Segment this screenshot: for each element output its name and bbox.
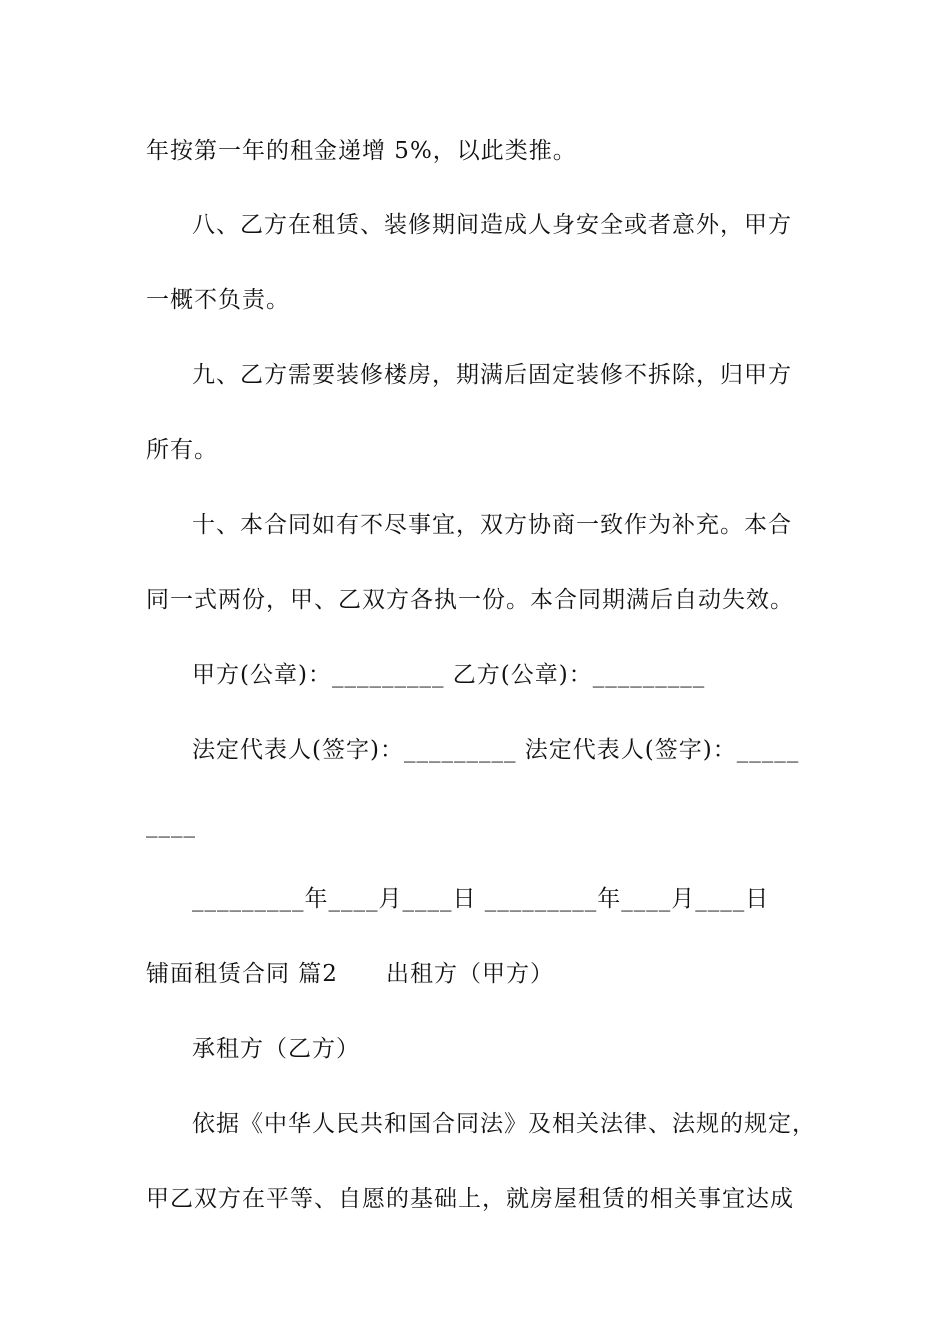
- clause-nine-line-1: 九、乙方需要装修楼房，期满后固定装修不拆除，归甲方: [192, 362, 792, 388]
- legal-basis-line-2: 甲乙双方在平等、自愿的基础上，就房屋租赁的相关事宜达成: [146, 1186, 794, 1212]
- clause-eight-line-2: 一概不负责。: [146, 287, 290, 313]
- legal-representative-signature-line: 法定代表人(签字)：_________ 法定代表人(签字)：_____: [192, 737, 800, 763]
- legal-basis-line-1: 依据《中华人民共和国合同法》及相关法律、法规的规定，: [192, 1111, 816, 1137]
- clause-ten-line-2: 同一式两份，甲、乙双方各执一份。本合同期满后自动失效。: [146, 587, 794, 613]
- date-line: _________年____月____日 _________年____月____日: [192, 886, 770, 912]
- signature-continuation-line: ____: [146, 812, 196, 838]
- paragraph-line-rent-increase: 年按第一年的租金递增 5%，以此类推。: [146, 138, 577, 164]
- clause-nine-line-2: 所有。: [146, 437, 218, 463]
- seal-signature-line: 甲方(公章)：_________ 乙方(公章)：_________: [192, 662, 706, 688]
- clause-ten-line-1: 十、本合同如有不尽事宜，双方协商一致作为补充。本合: [192, 512, 792, 538]
- clause-eight-line-1: 八、乙方在租赁、装修期间造成人身安全或者意外，甲方: [192, 212, 792, 238]
- lessee-line: 承租方（乙方）: [192, 1036, 360, 1062]
- contract-two-heading: 铺面租赁合同 篇2 出租方（甲方）: [146, 961, 554, 987]
